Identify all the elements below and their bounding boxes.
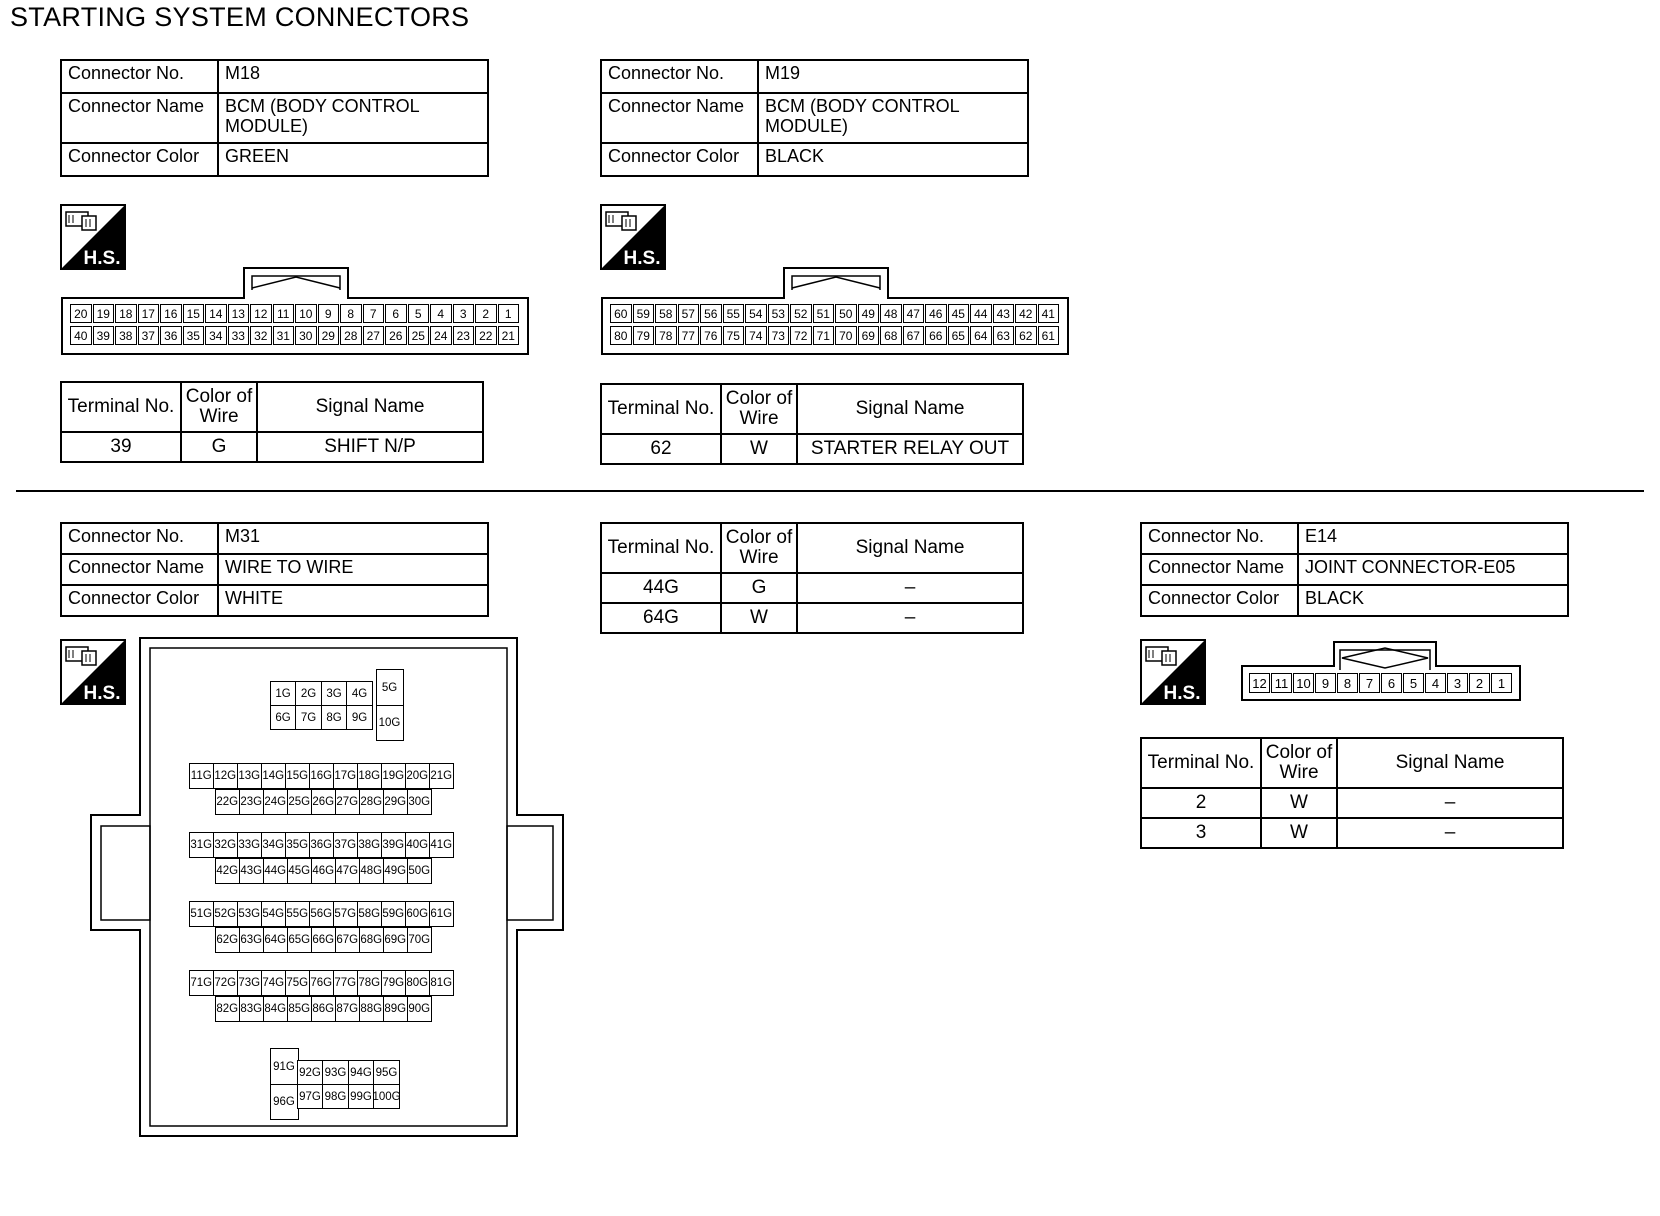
connector-pin: 86G — [311, 996, 337, 1022]
connector-pin: 64 — [970, 326, 992, 345]
connector-pin: 97G — [297, 1084, 324, 1109]
connector-pin: 24 — [430, 326, 452, 345]
connector-pin: 23 — [453, 326, 475, 345]
connector-pin: 38G — [357, 832, 383, 858]
connector-pin: 25G — [287, 789, 313, 815]
connector-pin: 55G — [285, 901, 311, 927]
connector-pin: 18 — [115, 304, 137, 323]
connector-pin: 15G — [285, 763, 311, 789]
connector-pin: 69 — [858, 326, 880, 345]
connector-pin: 1 — [1491, 673, 1512, 693]
label-connector-name: Connector Name — [601, 93, 758, 143]
connector-pin: 69G — [383, 927, 409, 953]
connector-pin: 93G — [322, 1060, 349, 1085]
connector-pin: 37G — [333, 832, 359, 858]
m31-wire-color: W — [721, 603, 797, 633]
label-connector-color: Connector Color — [601, 143, 758, 176]
e14-connector-no: E14 — [1298, 523, 1568, 554]
connector-pin: 6G — [270, 705, 297, 730]
connector-pin: 82G — [215, 996, 241, 1022]
connector-pin: 96G — [270, 1084, 299, 1120]
connector-pin: 39 — [93, 326, 115, 345]
connector-pin: 73G — [237, 970, 263, 996]
connector-pin: 23G — [239, 789, 265, 815]
connector-pin: 18G — [357, 763, 383, 789]
connector-pin: 91G — [270, 1048, 299, 1086]
connector-pin: 10 — [1293, 673, 1314, 693]
connector-pin: 12 — [1249, 673, 1270, 693]
m31-terminal-no: 64G — [601, 603, 721, 633]
connector-pin: 6 — [1381, 673, 1402, 693]
connector-pin: 25 — [408, 326, 430, 345]
connector-pin: 15 — [183, 304, 205, 323]
connector-pin: 7 — [1359, 673, 1380, 693]
connector-pin: 19 — [93, 304, 115, 323]
connector-pin: 33 — [228, 326, 250, 345]
svg-text:H.S.: H.S. — [1163, 683, 1201, 704]
m31-connector-name: WIRE TO WIRE — [218, 554, 488, 585]
connector-pin: 90G — [407, 996, 433, 1022]
connector-pin: 4 — [1425, 673, 1446, 693]
connector-pin: 100G — [373, 1084, 400, 1109]
connector-pin: 49 — [858, 304, 880, 323]
connector-pin: 31 — [273, 326, 295, 345]
connector-pin: 92G — [297, 1060, 324, 1085]
connector-pin: 63G — [239, 927, 265, 953]
label-signal-name: Signal Name — [257, 382, 483, 432]
m31-signal-name: – — [797, 603, 1023, 633]
connector-pin: 1 — [498, 304, 520, 323]
m18-connector-name: BCM (BODY CONTROL MODULE) — [218, 93, 488, 143]
connector-pin: 42G — [215, 858, 241, 884]
connector-pin: 21G — [429, 763, 455, 789]
connector-pin: 28 — [340, 326, 362, 345]
connector-pin: 55 — [723, 304, 745, 323]
label-connector-name: Connector Name — [61, 93, 218, 143]
e14-wire-color: W — [1261, 818, 1337, 848]
connector-pin: 2 — [475, 304, 497, 323]
svg-text:H.S.: H.S. — [83, 248, 121, 269]
label-connector-no: Connector No. — [601, 60, 758, 93]
connector-pin: 57G — [333, 901, 359, 927]
connector-pin: 31G — [189, 832, 215, 858]
e14-connector-color: BLACK — [1298, 585, 1568, 616]
connector-pin: 72G — [213, 970, 239, 996]
label-signal-name: Signal Name — [1337, 738, 1563, 788]
connector-pin: 60 — [610, 304, 632, 323]
connector-pin: 2G — [295, 681, 322, 706]
connector-pin: 66G — [311, 927, 337, 953]
label-terminal-no: Terminal No. — [61, 382, 181, 432]
connector-pin: 76G — [309, 970, 335, 996]
connector-pin: 2 — [1469, 673, 1490, 693]
m18-terminal-no: 39 — [61, 432, 181, 462]
connector-pin: 84G — [263, 996, 289, 1022]
connector-pin: 4 — [430, 304, 452, 323]
label-color-of-wire: Color of Wire — [721, 384, 797, 434]
m31-signal-name: – — [797, 573, 1023, 603]
connector-pin: 34G — [261, 832, 287, 858]
svg-text:H.S.: H.S. — [83, 683, 121, 704]
connector-pin: 60G — [405, 901, 431, 927]
e14-terminal-no: 3 — [1141, 818, 1261, 848]
connector-pin: 29 — [318, 326, 340, 345]
connector-pin: 51G — [189, 901, 215, 927]
connector-pin: 26 — [385, 326, 407, 345]
m18-wire-color: G — [181, 432, 257, 462]
connector-pin: 73 — [768, 326, 790, 345]
connector-pin: 40G — [405, 832, 431, 858]
m31-terminal-no: 44G — [601, 573, 721, 603]
connector-pin: 80 — [610, 326, 632, 345]
connector-pin: 70 — [835, 326, 857, 345]
connector-pin: 58 — [655, 304, 677, 323]
connector-pin: 59 — [633, 304, 655, 323]
connector-pin-row — [1249, 673, 1513, 693]
connector-pin: 32 — [250, 326, 272, 345]
connector-pin: 79G — [381, 970, 407, 996]
e14-wire-color: W — [1261, 788, 1337, 818]
connector-pin: 51 — [813, 304, 835, 323]
m31-wire-color: G — [721, 573, 797, 603]
connector-pin: 78 — [655, 326, 677, 345]
connector-pin: 46G — [311, 858, 337, 884]
label-connector-color: Connector Color — [1141, 585, 1298, 616]
connector-pin: 54G — [261, 901, 287, 927]
connector-pin: 20 — [70, 304, 92, 323]
connector-pin: 9 — [1315, 673, 1336, 693]
e14-signal-name: – — [1337, 818, 1563, 848]
connector-pin: 98G — [322, 1084, 349, 1109]
connector-pin: 44 — [970, 304, 992, 323]
label-signal-name: Signal Name — [797, 523, 1023, 573]
connector-pin: 72 — [790, 326, 812, 345]
label-terminal-no: Terminal No. — [1141, 738, 1261, 788]
connector-pin: 9G — [346, 705, 373, 730]
label-connector-name: Connector Name — [61, 554, 218, 585]
connector-pin: 32G — [213, 832, 239, 858]
connector-pin: 6 — [385, 304, 407, 323]
connector-pin: 48G — [359, 858, 385, 884]
connector-pin: 16 — [160, 304, 182, 323]
connector-pin: 85G — [287, 996, 313, 1022]
connector-pin: 71 — [813, 326, 835, 345]
connector-pin: 7 — [363, 304, 385, 323]
connector-pin: 75 — [723, 326, 745, 345]
label-connector-name: Connector Name — [1141, 554, 1298, 585]
label-color-of-wire: Color of Wire — [181, 382, 257, 432]
connector-pin: 17G — [333, 763, 359, 789]
connector-pin: 48 — [880, 304, 902, 323]
connector-pin: 53G — [237, 901, 263, 927]
connector-pin: 20G — [405, 763, 431, 789]
connector-pin: 50G — [407, 858, 433, 884]
connector-pin: 14G — [261, 763, 287, 789]
connector-pin: 10G — [376, 705, 404, 741]
label-connector-no: Connector No. — [1141, 523, 1298, 554]
connector-pin: 11 — [1271, 673, 1292, 693]
m18-connector-color: GREEN — [218, 143, 488, 176]
connector-pin: 4G — [346, 681, 373, 706]
connector-pin: 99G — [348, 1084, 375, 1109]
connector-pin: 77G — [333, 970, 359, 996]
connector-pin: 8 — [1337, 673, 1358, 693]
page-title: STARTING SYSTEM CONNECTORS — [10, 2, 470, 32]
m19-signal-name: STARTER RELAY OUT — [797, 434, 1023, 464]
connector-pin: 36 — [160, 326, 182, 345]
label-connector-no: Connector No. — [61, 60, 218, 93]
label-terminal-no: Terminal No. — [601, 523, 721, 573]
connector-pin: 13G — [237, 763, 263, 789]
connector-pin: 8G — [321, 705, 348, 730]
connector-pin: 5 — [408, 304, 430, 323]
m19-wire-color: W — [721, 434, 797, 464]
connector-pin: 64G — [263, 927, 289, 953]
connector-pin: 35G — [285, 832, 311, 858]
connector-pin: 34 — [205, 326, 227, 345]
e14-terminal-table — [1140, 737, 1564, 849]
connector-pin: 3G — [321, 681, 348, 706]
label-connector-color: Connector Color — [61, 585, 218, 616]
m19-connector-color: BLACK — [758, 143, 1028, 176]
connector-pin: 38 — [115, 326, 137, 345]
connector-pin: 63 — [993, 326, 1015, 345]
connector-pin: 3 — [453, 304, 475, 323]
connector-pin: 16G — [309, 763, 335, 789]
connector-pin: 21 — [498, 326, 520, 345]
connector-pin: 95G — [373, 1060, 400, 1085]
connector-pin: 58G — [357, 901, 383, 927]
connector-pin: 11G — [189, 763, 215, 789]
connector-pin: 10 — [295, 304, 317, 323]
e14-signal-name: – — [1337, 788, 1563, 818]
connector-pin: 70G — [407, 927, 433, 953]
connector-pin: 3 — [1447, 673, 1468, 693]
connector-pin: 36G — [309, 832, 335, 858]
connector-pin: 81G — [429, 970, 455, 996]
connector-pin: 87G — [335, 996, 361, 1022]
connector-pin: 8 — [340, 304, 362, 323]
connector-pin: 61G — [429, 901, 455, 927]
label-color-of-wire: Color of Wire — [1261, 738, 1337, 788]
m19-connector-name: BCM (BODY CONTROL MODULE) — [758, 93, 1028, 143]
connector-pin: 5 — [1403, 673, 1424, 693]
connector-pin: 45 — [948, 304, 970, 323]
label-signal-name: Signal Name — [797, 384, 1023, 434]
connector-pin: 14 — [205, 304, 227, 323]
connector-pin: 78G — [357, 970, 383, 996]
connector-pin: 7G — [295, 705, 322, 730]
connector-pin: 59G — [381, 901, 407, 927]
m31-connector-no: M31 — [218, 523, 488, 554]
connector-pin: 79 — [633, 326, 655, 345]
connector-pin: 19G — [381, 763, 407, 789]
connector-pin: 30 — [295, 326, 317, 345]
connector-pin: 40 — [70, 326, 92, 345]
label-color-of-wire: Color of Wire — [721, 523, 797, 573]
connector-pin: 83G — [239, 996, 265, 1022]
connector-pin: 1G — [270, 681, 297, 706]
connector-pin: 44G — [263, 858, 289, 884]
connector-pin: 56G — [309, 901, 335, 927]
connector-pin: 65 — [948, 326, 970, 345]
connector-pin: 27G — [335, 789, 361, 815]
connector-pin: 53 — [768, 304, 790, 323]
connector-pin: 22 — [475, 326, 497, 345]
connector-pin: 62G — [215, 927, 241, 953]
label-terminal-no: Terminal No. — [601, 384, 721, 434]
m19-terminal-no: 62 — [601, 434, 721, 464]
connector-pin: 24G — [263, 789, 289, 815]
connector-pin: 47 — [903, 304, 925, 323]
connector-pin: 37 — [138, 326, 160, 345]
connector-pin: 75G — [285, 970, 311, 996]
connector-pin: 17 — [138, 304, 160, 323]
e14-terminal-no: 2 — [1141, 788, 1261, 818]
connector-pin: 94G — [348, 1060, 375, 1085]
m18-signal-name: SHIFT N/P — [257, 432, 483, 462]
connector-pin: 76 — [700, 326, 722, 345]
connector-pin: 43G — [239, 858, 265, 884]
connector-pin: 67G — [335, 927, 361, 953]
connector-pin: 27 — [363, 326, 385, 345]
connector-pin: 30G — [407, 789, 433, 815]
label-connector-no: Connector No. — [61, 523, 218, 554]
connector-pin: 50 — [835, 304, 857, 323]
connector-pin: 74G — [261, 970, 287, 996]
connector-pin: 33G — [237, 832, 263, 858]
connector-pin: 26G — [311, 789, 337, 815]
connector-pin: 67 — [903, 326, 925, 345]
connector-pin: 43 — [993, 304, 1015, 323]
label-connector-color: Connector Color — [61, 143, 218, 176]
connector-pin: 49G — [383, 858, 409, 884]
connector-pin: 65G — [287, 927, 313, 953]
connector-pin: 52G — [213, 901, 239, 927]
connector-pin: 41G — [429, 832, 455, 858]
m18-connector-no: M18 — [218, 60, 488, 93]
m31-connector-color: WHITE — [218, 585, 488, 616]
connector-pin: 35 — [183, 326, 205, 345]
connector-pin: 57 — [678, 304, 700, 323]
connector-pin: 5G — [376, 669, 404, 707]
connector-pin: 42 — [1015, 304, 1037, 323]
connector-pin: 41 — [1038, 304, 1060, 323]
connector-pin: 9 — [318, 304, 340, 323]
connector-pin: 13 — [228, 304, 250, 323]
connector-pin: 68 — [880, 326, 902, 345]
m19-connector-no: M19 — [758, 60, 1028, 93]
connector-pin: 52 — [790, 304, 812, 323]
connector-pin: 89G — [383, 996, 409, 1022]
connector-pin: 39G — [381, 832, 407, 858]
connector-pin: 12 — [250, 304, 272, 323]
connector-pin: 68G — [359, 927, 385, 953]
connector-pin: 66 — [925, 326, 947, 345]
connector-pin: 56 — [700, 304, 722, 323]
connector-pin: 80G — [405, 970, 431, 996]
svg-text:H.S.: H.S. — [623, 248, 661, 269]
connector-pin: 11 — [273, 304, 295, 323]
connector-pin: 29G — [383, 789, 409, 815]
connector-pin: 88G — [359, 996, 385, 1022]
connector-pin: 47G — [335, 858, 361, 884]
connector-pin: 22G — [215, 789, 241, 815]
connector-pin: 12G — [213, 763, 239, 789]
connector-pin: 74 — [745, 326, 767, 345]
connector-pin: 54 — [745, 304, 767, 323]
e14-connector-name: JOINT CONNECTOR-E05 — [1298, 554, 1568, 585]
connector-pin: 71G — [189, 970, 215, 996]
connector-pin: 62 — [1015, 326, 1037, 345]
connector-pin: 28G — [359, 789, 385, 815]
connector-pin: 77 — [678, 326, 700, 345]
connector-pin: 61 — [1038, 326, 1060, 345]
connector-pin: 46 — [925, 304, 947, 323]
connector-pin: 45G — [287, 858, 313, 884]
